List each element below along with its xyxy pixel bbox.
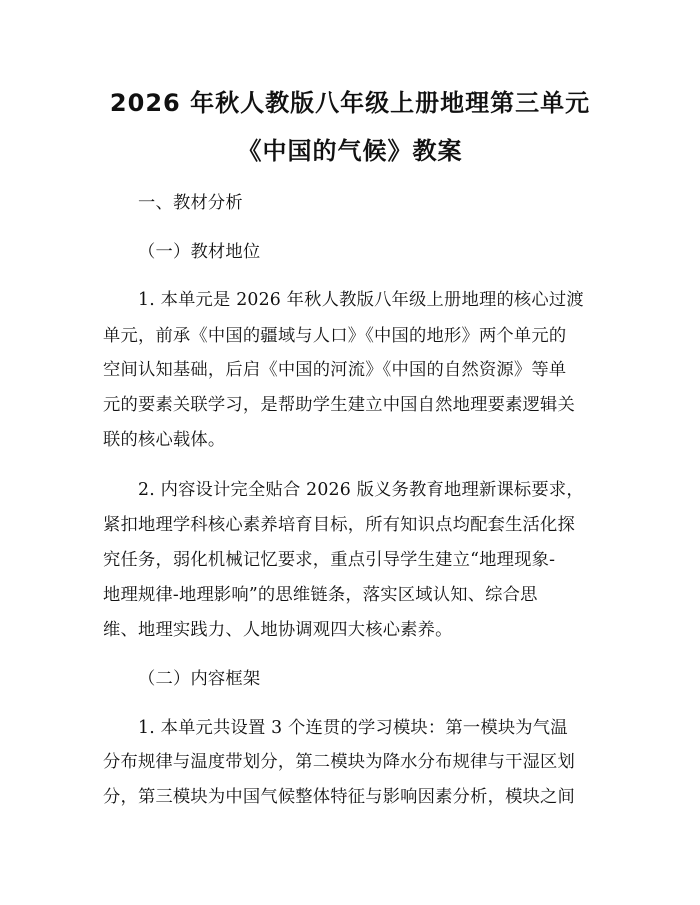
paragraph-1-line: 空间认知基础，后启《中国的河流》《中国的自然资源》等单 xyxy=(103,360,567,380)
paragraph-1-line: 1. 本单元是 2026 年秋人教版八年级上册地理的核心过渡 xyxy=(138,290,584,310)
section-heading-textbook-analysis: 一、教材分析 xyxy=(138,193,243,213)
paragraph-1-line: 单元，前承《中国的疆域与人口》《中国的地形》两个单元的 xyxy=(103,326,567,346)
paragraph-2-line: 地理规律-地理影响”的思维链条，落实区域认知、综合思 xyxy=(103,585,538,605)
document-title-line-2: 《中国的气候》教案 xyxy=(237,137,463,165)
paragraph-2-line: 2. 内容设计完全贴合 2026 版义务教育地理新课标要求， xyxy=(138,480,584,500)
subsection-heading-textbook-position: （一）教材地位 xyxy=(138,242,261,262)
paragraph-3-line: 分，第三模块为中国气候整体特征与影响因素分析，模块之间 xyxy=(103,787,575,807)
paragraph-2-line: 究任务，弱化机械记忆要求，重点引导学生建立“地理现象- xyxy=(103,550,556,570)
paragraph-1-line: 联的核心载体。 xyxy=(103,430,226,450)
paragraph-2-line: 紧扣地理学科核心素养培育目标，所有知识点均配套生活化探 xyxy=(103,515,575,535)
paragraph-3-line: 分布规律与温度带划分，第二模块为降水分布规律与干湿区划 xyxy=(103,752,575,772)
paragraph-2-line: 维、地理实践力、人地协调观四大核心素养。 xyxy=(103,620,453,640)
subsection-heading-content-framework: （二）内容框架 xyxy=(138,669,261,689)
document-title-line-1: 2026 年秋人教版八年级上册地理第三单元 xyxy=(109,89,591,117)
paragraph-1-line: 元的要素关联学习，是帮助学生建立中国自然地理要素逻辑关 xyxy=(103,395,575,415)
paragraph-3-line: 1. 本单元共设置 3 个连贯的学习模块：第一模块为气温 xyxy=(138,718,568,738)
